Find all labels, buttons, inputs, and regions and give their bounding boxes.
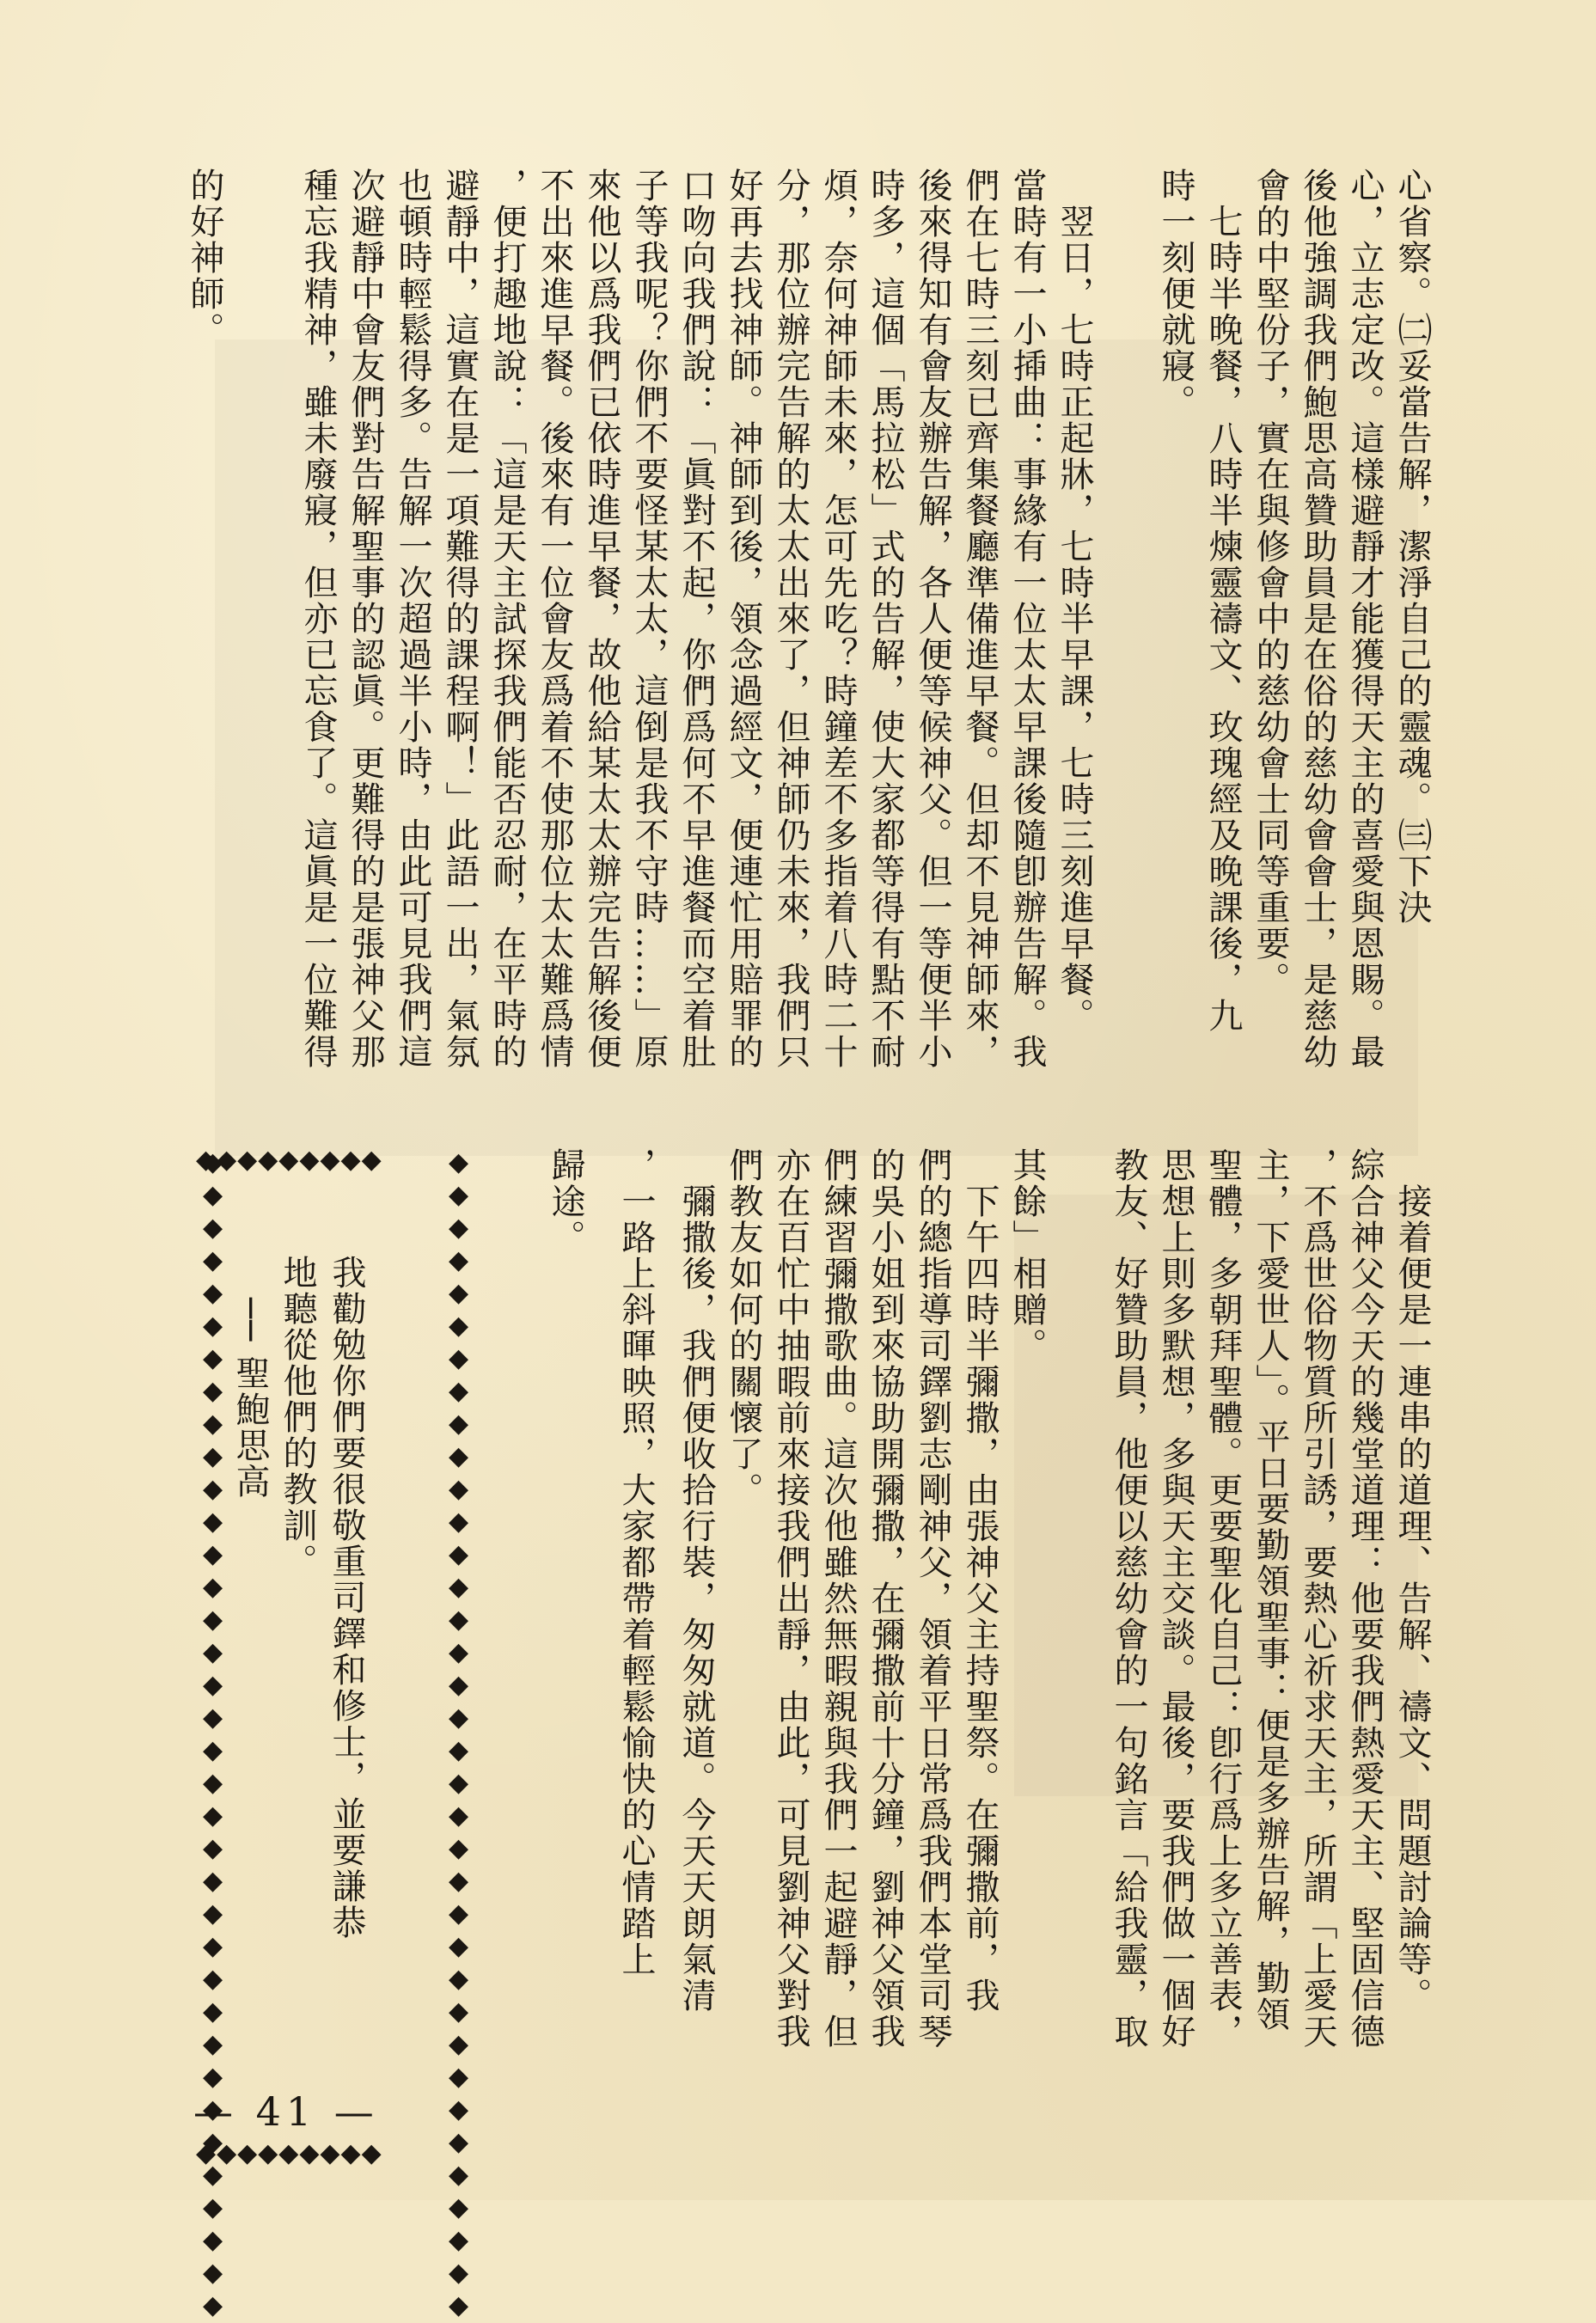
lower-column-3: ，不爲世俗物質所引誘，要熱心祈求天主，所謂「上愛天: [1298, 1147, 1337, 2050]
upper-column-2: 心，立志定改。這樣避靜才能獲得天主的喜愛與恩賜。最: [1345, 168, 1385, 1070]
upper-column-9: 們在七時三刻已齊集餐廳準備進早餐。但却不見神師來，: [960, 168, 1000, 1070]
lower-column-4: 主，下愛世人」。平日要勤領聖事：便是多辦告解，勤領: [1251, 1147, 1290, 2033]
lower-column-14: 們教友如何的關懷了。: [724, 1147, 763, 1508]
upper-column-13: 分，那位辦完告解的太太出來了，但神師仍未來，我們只: [771, 168, 810, 1070]
upper-column-6: 時一刻便就寢。: [1156, 168, 1195, 420]
upper-column-17: 來他以爲我們已依時進早餐，故他給某太太辦完告解後便: [582, 168, 621, 1070]
lower-column-13: 亦在百忙中抽暇前來接我們出靜，由此，可見劉神父對我: [771, 1147, 810, 2050]
upper-column-11: 時多，這個「馬拉松」式的告解，使大家都等得有點不耐: [865, 168, 905, 1070]
upper-column-24: 的好神師。: [185, 168, 224, 348]
lower-column-9: 下午四時半彌撒，由張神父主持聖祭。在彌撒前，我: [960, 1147, 1000, 2014]
quote-box-border-bottom: ◆◆◆◆◆◆◆◆◆: [196, 2138, 382, 2168]
lower-column-15: 彌撒後，我們便收拾行裝，匆匆就道。今天天朗氣清: [676, 1147, 716, 2014]
upper-column-15: 口吻向我們說：「眞對不起，你們爲何不早進餐而空着肚: [676, 168, 716, 1070]
lower-column-7: 教友、好贊助員，他便以慈幼會的一句銘言「給我靈，取: [1109, 1147, 1148, 2050]
lower-column-2: 綜合神父今天的幾堂道理：他要我們熱愛天主、堅固信德: [1345, 1147, 1385, 2050]
quote-line-2-text: 地聽從他們的教訓。: [278, 1255, 317, 1580]
upper-column-22: 次避靜中會友們對告解聖事的認眞。更難得的是張神父那: [345, 168, 385, 1070]
lower-column-11: 的吳小姐到來協助開彌撒，在彌撒前十分鐘，劉神父領我: [865, 1147, 905, 2050]
upper-column-21: 也頓時輕鬆得多。告解一次超過半小時，由此可見我們這: [393, 168, 432, 1070]
upper-column-7: 翌日，七時正起牀，七時半早課，七時三刻進早餐。: [1055, 168, 1094, 1034]
upper-column-14: 好再去找神師。神師到後，領念過經文，便連忙用賠罪的: [724, 168, 763, 1070]
upper-column-1: 心省察。㈡妥當告解，潔淨自己的靈魂。㈢下決: [1392, 168, 1432, 926]
upper-column-18: 不出來進早餐。後來有一位會友爲着不使那位太太難爲情: [535, 168, 574, 1070]
upper-column-5: 七時半晚餐，八時半煉靈禱文、玫瑰經及晚課後，九: [1203, 168, 1243, 1034]
page-number: — 41 —: [193, 2088, 379, 2135]
lower-column-8: 其餘」相贈。: [1007, 1147, 1047, 1364]
upper-column-4: 會的中堅份子，實在與修會中的慈幼會士同等重要。: [1251, 168, 1290, 998]
upper-column-8: 當時有一小揷曲：事緣有一位太太早課後隨卽辦告解。我: [1007, 168, 1047, 1070]
lower-column-1: 接着便是一連串的道理、告解、禱文、問題討論等。: [1392, 1147, 1432, 2014]
upper-column-10: 後來得知有會友辦告解，各人便等候神父。但一等便半小: [913, 168, 952, 1070]
upper-column-3: 後他強調我們鮑思高贊助員是在俗的慈幼會會士，是慈幼: [1298, 168, 1337, 1070]
quote-author: ── 聖鮑思高: [230, 1298, 270, 1500]
lower-column-16: ，一路上斜暉映照，大家都帶着輕鬆愉快的心情踏上: [616, 1147, 656, 1978]
lower-column-10: 們的總指導司鐸劉志剛神父，領着平日常爲我們本堂司琴: [913, 1147, 952, 2050]
quote-box-border-left: ◆◆◆◆◆◆◆◆◆◆◆◆◆◆◆◆◆◆◆◆◆◆◆◆◆◆◆◆◆◆◆◆◆◆◆◆: [198, 1147, 228, 2323]
quote-line-1: 我勸勉你們要很敬重司鐸和修士，並要謙恭: [327, 1255, 366, 1941]
lower-column-6: 思想上則多默想，多與天主交談。最後，要我們做一個好: [1156, 1147, 1195, 2050]
upper-column-23: 種忘我精神，雖未廢寢，但亦已忘食了。這眞是一位難得: [298, 168, 338, 1070]
lower-column-17: 歸途。: [546, 1147, 585, 1256]
lower-column-12: 們練習彌撒歌曲。這次他雖然無暇親與我們一起避靜，但: [818, 1147, 858, 2050]
quote-box-border-right: ◆◆◆◆◆◆◆◆◆◆◆◆◆◆◆◆◆◆◆◆◆◆◆◆◆◆◆◆◆◆◆◆◆◆◆◆: [443, 1147, 474, 2323]
quote-box-border-top: ◆◆◆◆◆◆◆◆◆: [196, 1145, 382, 1175]
quote-line-2: [230, 1255, 321, 2140]
upper-column-19: ，便打趣地說：「這是天主試探我們能否忍耐，在平時的: [487, 168, 527, 1070]
upper-column-12: 煩，奈何神師未來，怎可先吃？時鐘差不多指着八時二十: [818, 168, 858, 1070]
upper-column-20: 避靜中，這實在是一項難得的課程啊！」此語一出，氣氛: [440, 168, 480, 1070]
upper-column-16: 子等我呢？你們不要怪某太太，這倒是我不守時……」原: [629, 168, 669, 1070]
lower-column-5: 聖體，多朝拜聖體。更要聖化自己：卽行爲上多立善表，: [1203, 1147, 1243, 2050]
